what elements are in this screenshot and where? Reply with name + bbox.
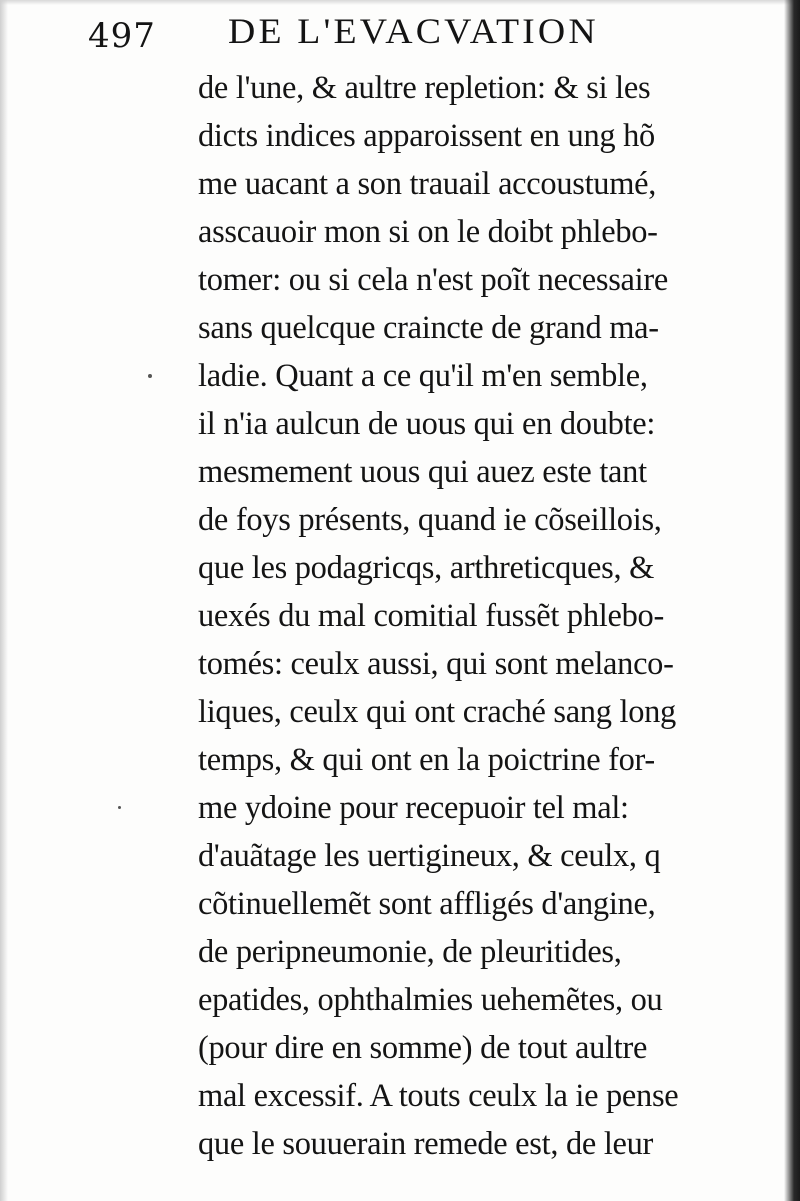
- running-head: DE L'EVACVATION: [228, 11, 599, 51]
- text-line: dicts indices apparoissent en ung hõ: [198, 118, 655, 154]
- page-top-shadow: [0, 0, 800, 5]
- text-line: que le souuerain remede est, de leur: [198, 1126, 654, 1162]
- text-line: me uacant a son trauail accoustumé,: [198, 166, 657, 202]
- text-line: mal excessif. A touts ceulx la ie pense: [198, 1078, 679, 1114]
- text-line: epatides, ophthalmies uehemẽtes, ou: [198, 982, 663, 1018]
- text-line: tomer: ou si cela n'est poĩt necessaire: [198, 262, 668, 298]
- body-text: [198, 64, 788, 1168]
- text-line: de peripneumonie, de pleuritides,: [198, 934, 622, 970]
- text-line: temps, & qui ont en la poictrine for-: [198, 742, 655, 778]
- text-line: sans quelcque craincte de grand ma-: [198, 310, 659, 346]
- text-line: mesmement uous qui auez este tant: [198, 454, 647, 490]
- ink-speck: [118, 806, 121, 809]
- page-header: [0, 8, 800, 56]
- text-line: d'auãtage les uertigineux, & ceulx, q: [198, 838, 661, 874]
- text-line: de foys présents, quand ie cõseillois,: [198, 502, 662, 538]
- text-line: me ydoine pour recepuoir tel mal:: [198, 790, 629, 826]
- text-line: ladie. Quant a ce qu'il m'en semble,: [198, 358, 648, 394]
- text-line: (pour dire en somme) de tout aultre: [198, 1030, 648, 1066]
- page-left-shadow: [0, 0, 8, 1201]
- text-line: il n'ia aulcun de uous qui en doubte:: [198, 406, 656, 442]
- text-line: que les podagricqs, arthreticques, &: [198, 550, 655, 586]
- text-line: de l'une, & aultre repletion: & si les: [198, 70, 651, 106]
- text-line: cõtinuellemẽt sont affligés d'angine,: [198, 886, 656, 922]
- text-line: tomés: ceulx aussi, qui sont melanco-: [198, 646, 674, 682]
- text-line: asscauoir mon si on le doibt phlebo-: [198, 214, 658, 250]
- page-number: 497: [88, 16, 156, 56]
- text-line: liques, ceulx qui ont craché sang long: [198, 694, 676, 730]
- text-line: uexés du mal comitial fussẽt phlebo-: [198, 598, 664, 634]
- ink-speck: [148, 374, 152, 378]
